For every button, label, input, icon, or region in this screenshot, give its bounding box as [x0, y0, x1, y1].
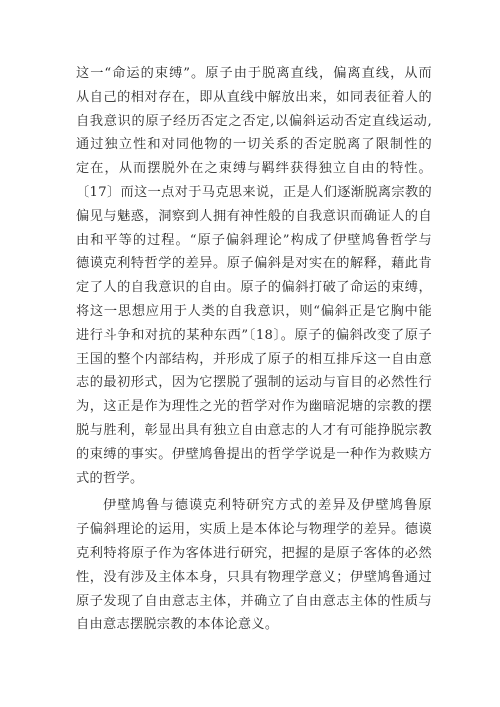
text-line: 性，没有涉及主体本身，只具有物理学意义；伊壁鸠鲁通过 — [76, 569, 432, 585]
text-line: 子偏斜理论的运用，实质上是本体论与物理学的差异。德谟 — [76, 522, 432, 538]
text-line: 将这一思想应用于人类的自我意识，则“偏斜正是它胸中能 — [76, 303, 432, 319]
text-line: 偏见与魅惑，洞察到人拥有神性般的自我意识而确证人的自 — [76, 208, 432, 224]
text-line: 自我意识的原子经历否定之否定,以偏斜运动否定直线运动, — [76, 113, 432, 129]
text-line: 王国的整个内部结构，并形成了原子的相互排斥这一自由意 — [76, 351, 432, 367]
text-line: 定了人的自我意识的自由。原子的偏斜打破了命运的束缚， — [76, 280, 432, 296]
paragraph — [76, 62, 432, 490]
text-line: 伊壁鸠鲁与德谟克利特研究方式的差异及伊壁鸠鲁原 — [103, 498, 432, 514]
text-line: 自由意志摆脱宗教的本体论意义。 — [76, 617, 279, 633]
text-line: 的束缚的事实。伊壁鸠鲁提出的哲学学说是一种作为救赎方 — [76, 446, 432, 462]
text-line: 通过独立性和对同他物的一切关系的否定脱离了限制性的 — [76, 137, 432, 153]
text-line: 定在，从而摆脱外在之束缚与羁绊获得独立自由的特性。 — [76, 161, 432, 177]
text-line: 从自己的相对存在，即从直线中解放出来，如同表征着人的 — [76, 89, 432, 105]
text-line: 德谟克利特哲学的差异。原子偏斜是对实在的解释，藉此肯 — [76, 256, 432, 272]
text-line: 为，这正是作为理性之光的哲学对作为幽暗泥塘的宗教的摆 — [76, 399, 432, 415]
text-line: 志的最初形式，因为它摆脱了强制的运动与盲目的必然性行 — [76, 375, 432, 391]
paragraph — [76, 494, 432, 637]
text-line: 进行斗争和对抗的某种东西”〔18〕。原子的偏斜改变了原子 — [76, 327, 432, 343]
text-line: 这一“命运的束缚”。原子由于脱离直线，偏离直线，从而 — [76, 66, 432, 81]
text-line: 由和平等的过程。“原子偏斜理论”构成了伊壁鸠鲁哲学与 — [76, 232, 432, 248]
text-line: 式的哲学。 — [76, 470, 144, 486]
text-line: 克利特将原子作为客体进行研究，把握的是原子客体的必然 — [76, 545, 432, 561]
body-text — [76, 62, 432, 637]
text-line: 〔17〕而这一点对于马克思来说，正是人们逐渐脱离宗教的 — [76, 184, 432, 200]
text-line: 脱与胜利，彰显出具有独立自由意志的人才有可能挣脱宗教 — [76, 422, 432, 438]
text-line: 原子发现了自由意志主体，并确立了自由意志主体的性质与 — [76, 593, 432, 609]
